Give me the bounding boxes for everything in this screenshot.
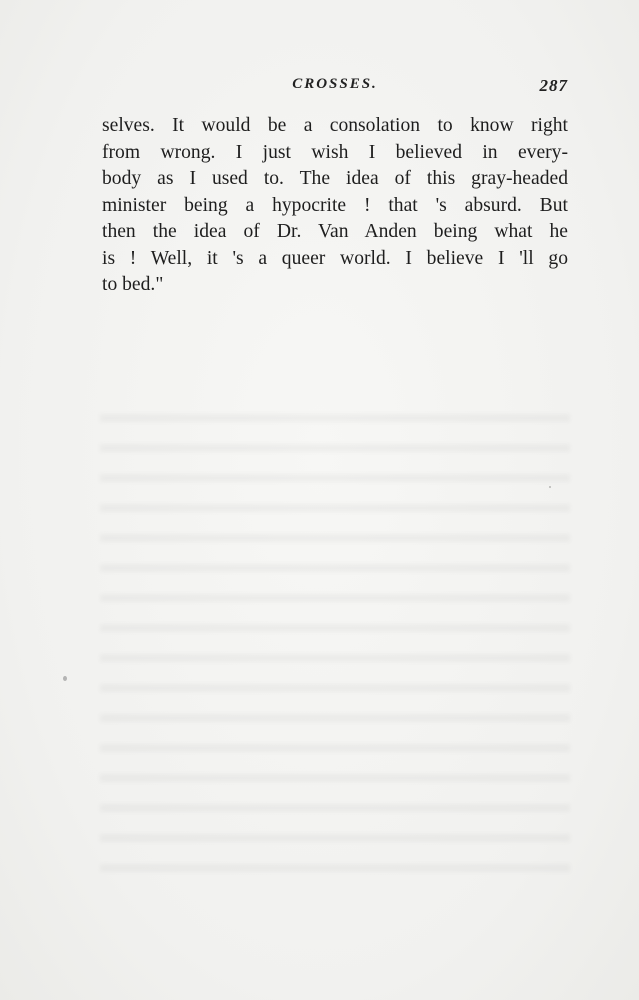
running-head <box>102 76 568 100</box>
text-line: to bed." <box>102 274 164 295</box>
text-line: selves. It would be a consolation to know right <box>102 115 568 136</box>
text-line: is ! Well, it 's a queer world. I believe I 'll go <box>102 247 568 269</box>
text-line: then the idea of Dr. Van Anden being what he <box>102 221 568 242</box>
text-line: from wrong. I just wish I believed in every- <box>102 141 568 163</box>
body-text <box>102 113 568 299</box>
text-line: body as I used to. The idea of this gray-headed <box>102 168 568 189</box>
page-number: 287 <box>539 76 568 95</box>
text-line: minister being a hypocrite ! that 's absurd. But <box>102 194 568 216</box>
reverse-side-bleed-through <box>100 400 570 890</box>
running-title: CROSSES. <box>292 76 378 92</box>
paper-speck <box>549 486 551 488</box>
paper-speck <box>63 676 67 681</box>
